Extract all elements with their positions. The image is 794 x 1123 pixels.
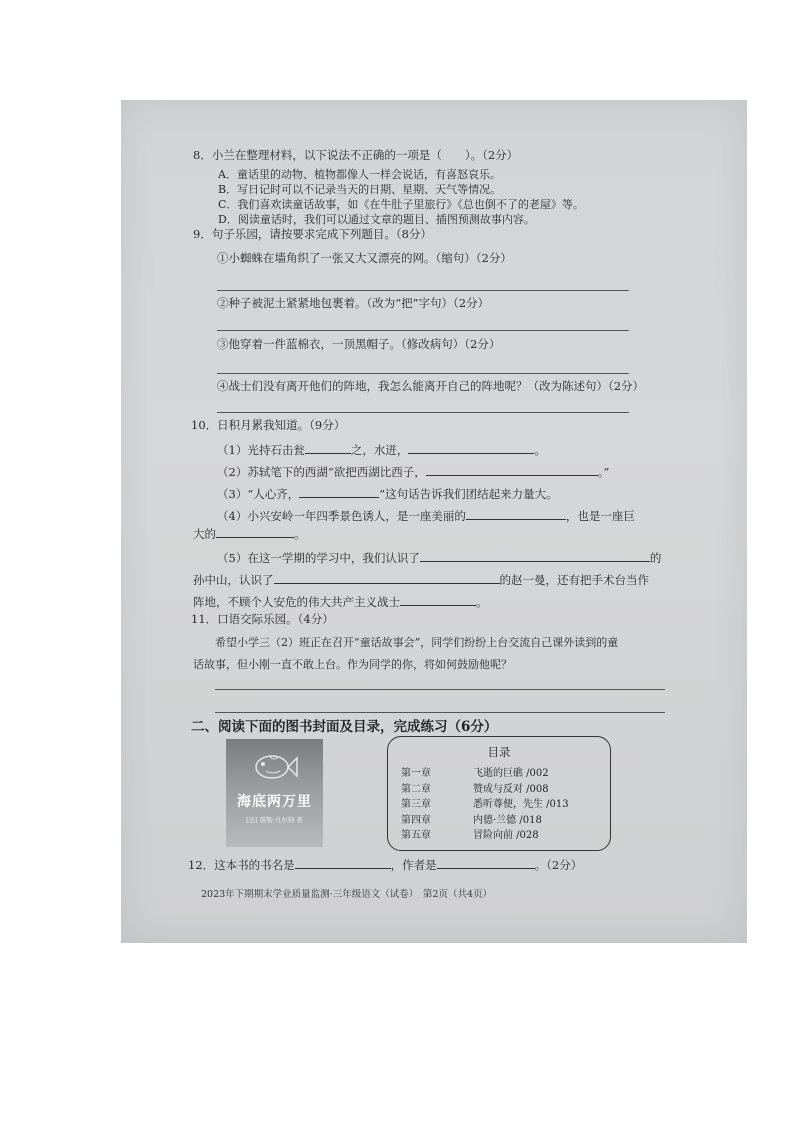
q10-line-3: （3）“人心齐， ”这句话告诉我们团结起来力量大。 — [217, 487, 558, 501]
toc-row: 第五章 冒险向前 /028 — [401, 830, 539, 841]
q10-blank-7[interactable] — [420, 549, 650, 562]
q9-item-4: ④战士们没有离开他们的阵地，我怎么能离开自己的阵地呢？（改为陈述句）（2分） — [217, 379, 645, 393]
q10-line-5: （5）在这一学期的学习中，我们认识了 的 — [217, 551, 662, 565]
q9-answer-line-1[interactable] — [217, 290, 629, 291]
q10-line-1: （1）光持石击瓮 之，水迸， 。 — [217, 443, 546, 457]
q8-option-a: A．童话里的动物、植物都像人一样会说话，有喜怒哀乐。 — [218, 168, 501, 181]
q9-item-1: ①小蜘蛛在墙角织了一张又大又漂亮的网。（缩句）（2分） — [217, 251, 512, 265]
q12-blank-title[interactable] — [295, 856, 391, 869]
table-of-contents — [387, 736, 611, 851]
q9-item-3: ③他穿着一件蓝棉衣，一顶黑帽子。（修改病句）（2分） — [217, 337, 501, 351]
q10-blank-3[interactable] — [426, 463, 598, 476]
q9-item-2: ②种子被泥土紧紧地包裹着。（改为“把”字句）（2分） — [217, 296, 490, 310]
toc-row: 第二章 赞成与反对 /008 — [401, 784, 549, 795]
fish-illustration — [252, 749, 298, 785]
q10-line-2: （2）苏轼笔下的西湖“欲把西湖比西子， 。” — [217, 465, 610, 479]
q10-blank-4[interactable] — [299, 485, 379, 498]
q12-line: 12．这本书的书名是 ，作者是 。（2分） — [188, 858, 583, 872]
toc-row: 第三章 悉听尊便，先生 /013 — [401, 799, 569, 810]
q9-answer-line-3[interactable] — [217, 373, 629, 374]
toc-title: 目录 — [487, 745, 511, 759]
q11-answer-line-2[interactable] — [215, 712, 665, 713]
q11-stem: 11．口语交际乐园。（4分） — [191, 612, 334, 626]
q12-blank-author[interactable] — [437, 856, 535, 869]
q11-prompt-line-2: 话故事，但小刚一直不敢上台。作为同学的你，将如何鼓励他呢？ — [193, 658, 512, 671]
book-cover — [226, 739, 323, 847]
q10-line-5b: 孙中山，认识了 的赵一曼，还有把手术台当作 — [193, 573, 649, 587]
q8-stem: 8．小兰在整理材料，以下说法不正确的一项是（ ）。（2分） — [193, 148, 519, 162]
page-footer: 2023年下期期末学业质量监测·三年级语文（试卷） 第2页（共4页） — [201, 889, 493, 900]
q10-blank-5[interactable] — [466, 507, 566, 520]
q10-blank-8[interactable] — [274, 571, 500, 584]
q10-line-4b: 大的 。 — [193, 527, 306, 541]
q8-option-d: D．阅读童话时，我们可以通过文章的题目、插图预测故事内容。 — [218, 213, 535, 226]
q10-blank-2[interactable] — [408, 441, 534, 454]
q8-option-b: B．写日记时可以不记录当天的日期、星期、天气等情况。 — [218, 183, 502, 196]
q10-blank-1[interactable] — [305, 441, 351, 454]
q9-answer-line-4[interactable] — [217, 412, 629, 413]
q10-line-4: （4）小兴安岭一年四季景色诱人，是一座美丽的 ，也是一座巨 — [217, 509, 635, 523]
q11-answer-line-1[interactable] — [215, 689, 665, 690]
toc-row: 第一章 飞逝的巨礁 /002 — [401, 768, 549, 779]
cover-author: [法] 儒勒·凡尔纳 著 — [246, 816, 303, 824]
section-2-heading: 二、阅读下面的图书封面及目录，完成练习（6分） — [191, 719, 498, 735]
q9-stem: 9．句子乐园，请按要求完成下列题目。（8分） — [193, 227, 432, 241]
q11-prompt-line-1: 希望小学三（2）班正在召开“童话故事会”，同学们纷纷上台交流自己课外读到的童 — [215, 636, 619, 649]
q10-blank-6[interactable] — [216, 525, 294, 538]
q8-option-c: C．我们喜欢读童话故事，如《在牛肚子里旅行》《总也倒不了的老屋》等。 — [218, 198, 584, 211]
cover-title: 海底两万里 — [237, 794, 312, 810]
q10-line-5c: 阵地，不顾个人安危的伟大共产主义战士 。 — [193, 595, 488, 609]
bleed-through — [591, 200, 641, 215]
q9-answer-line-2[interactable] — [217, 330, 629, 331]
q10-stem: 10．日积月累我知道。（9分） — [191, 418, 346, 432]
toc-row: 第四章 内德·兰德 /018 — [401, 815, 542, 826]
q10-blank-9[interactable] — [400, 593, 476, 606]
